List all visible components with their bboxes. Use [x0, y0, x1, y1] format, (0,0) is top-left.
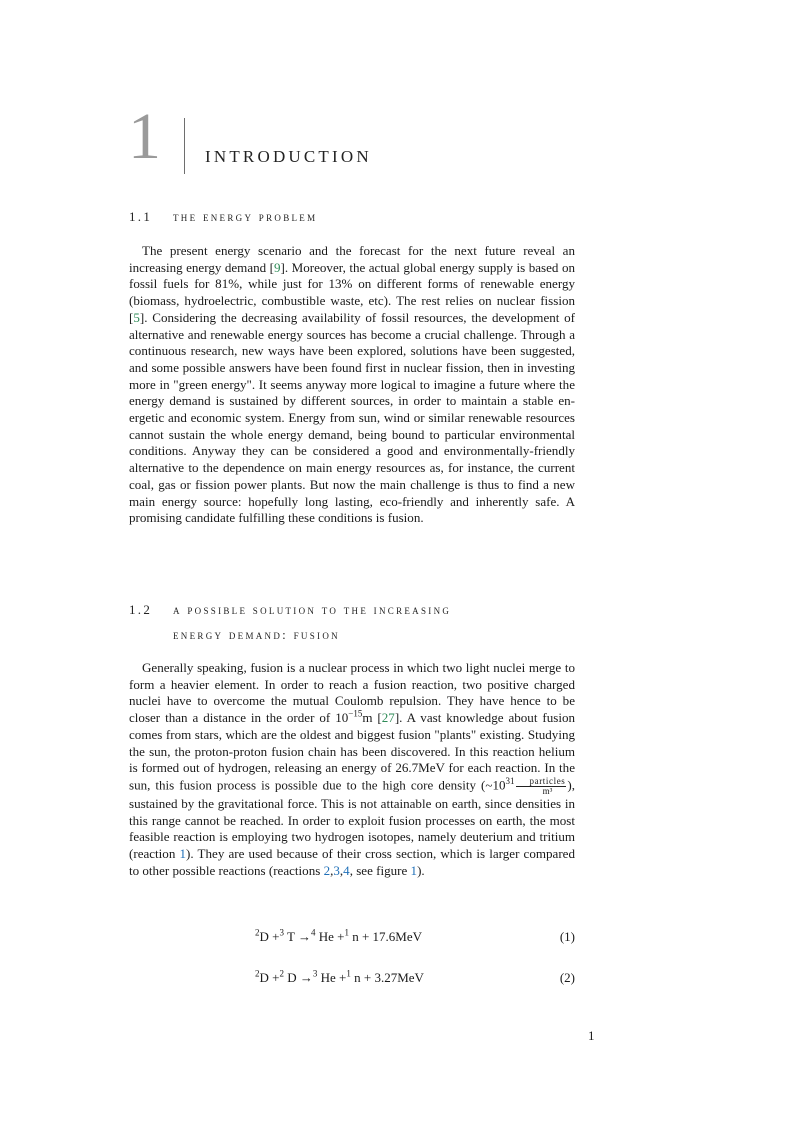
- equation-number: (1): [559, 929, 575, 944]
- paragraph-text: ).: [417, 862, 425, 878]
- equation-expression: $^2$D +$^2$ D →$^3$ He +$^1$ n + 3.27MeV: [255, 968, 424, 985]
- paragraph-text: ,: [330, 862, 334, 878]
- citation-link[interactable]: 5: [133, 309, 140, 325]
- equation-1: [129, 929, 575, 949]
- paragraph-text: The present energy scenario and the forecast for the next future reveal an increasing energy demand [: [129, 243, 575, 275]
- section-title-line-2: energy demand: fusion: [173, 627, 340, 642]
- equation-number: (2): [559, 970, 575, 985]
- paragraph-text: ), sustained by the gravitational force. This is not attainable on earth, since densities in this range cannot be reached. In order to exploit fusion processes on earth, the most feasible reaction is employing two hydrogen isotopes, namely deuterium and tritium (reaction: [129, 777, 575, 862]
- reaction-reference-link[interactable]: 4: [343, 862, 350, 878]
- section-number: 1.2: [129, 602, 153, 617]
- paragraph-text: ]. Considering the decreasing availability of fossil resources, the development of alternative and renewable energy sources has become a crucial challenge. Through a continuous research, new ways have been explored, solutions have been suggested, and some possible answers have been found first in nuclear fission, then in investing more in "green energy". It seems anyway more logical to imagine a future where the energy demand is sustained by different sources, in order to maintain a stable energetic and economic system. Energy from sun, wind or similar renewable resources cannot sustain the whole energy demand, being bound to particular environmental conditions. Anyway they can be considered a good and environmentally-friendly alternative to the dependence on main energy resources as, for instance, the current coal, gas or fission power plants. But now the main challenge is thus to find a new main energy source: hopefully long lasting, eco-friendly and inherently safe. A promising candidate fulfilling these conditions is fusion.: [129, 309, 575, 526]
- paragraph-text: ). They are used because of their cross section, which is larger compared to other possible reactions (reactions: [129, 846, 575, 878]
- figure-reference-link[interactable]: 1: [410, 862, 418, 878]
- reaction-reference-link[interactable]: 2: [323, 862, 331, 878]
- equation-expression: $^2$D +$^3$ T →$^4$ He +$^1$ n + 17.6MeV: [255, 927, 423, 944]
- exponent: −15: [348, 708, 363, 719]
- section-1-1-paragraph: [129, 243, 575, 527]
- reaction-reference-link[interactable]: 3: [333, 862, 340, 878]
- paragraph-text: , see figure: [349, 862, 411, 878]
- section-title-line-1: a possible solution to the increasing: [173, 602, 452, 617]
- section-1-2-paragraph: [129, 660, 575, 879]
- paragraph-text: m [: [362, 710, 382, 726]
- paragraph-text: ]. Moreover, the actual global energy supply is based on fossil fuels for 81%, while just for 13% on different forms of renewable energy (biomass, hydroelectric, combustible waste, etc). The rest relies on nuclear fission [: [129, 259, 575, 325]
- section-title: the energy problem: [173, 209, 318, 224]
- paragraph-text: ,: [339, 862, 344, 878]
- chapter-number: 1: [128, 100, 161, 173]
- chapter-divider: [184, 118, 185, 174]
- chapter-title: INTRODUCTION: [205, 147, 372, 166]
- paragraph-text: ]. A vast knowledge about fusion comes from stars, which are the oldest and biggest fusion "plants" existing. Studying the sun, the proton-proton fusion chain has been discovered. In this reaction helium is formed out of hydrogen, releasing an energy of 26.7MeV for each reaction. In the sun, this fusion process is possible due to the high core density (~10: [129, 710, 576, 793]
- fraction-numerator: particles: [516, 777, 567, 787]
- citation-link[interactable]: 27: [381, 710, 395, 726]
- reaction-reference-link[interactable]: 1: [179, 846, 187, 862]
- fraction-denominator: m³: [542, 785, 553, 796]
- section-number: 1.1: [129, 209, 153, 224]
- equation-2: [129, 970, 575, 990]
- density-fraction: [516, 777, 567, 796]
- paragraph-text: Generally speaking, fusion is a nuclear process in which two light nuclei merge to form a heavier element. In order to reach a fusion reaction, two positive charged nuclei have to overcome the mutual Coulomb repulsion. They have hence to be closer than a distance in the order of 10: [129, 660, 575, 726]
- citation-link[interactable]: 9: [274, 259, 281, 275]
- page-number: 1: [588, 1028, 595, 1043]
- exponent: 31: [505, 776, 515, 787]
